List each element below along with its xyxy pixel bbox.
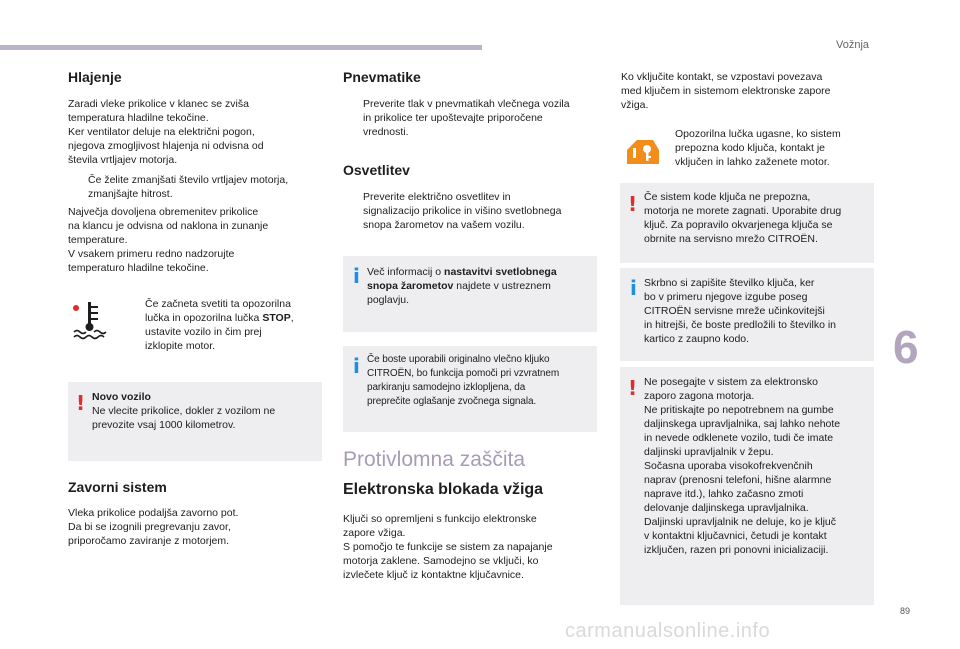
blokada-text: Ključi so opremljeni s funkcijo elektronske zapore vžiga. S pomočjo te funkcije se sistem za napajanje motorja zaklene. Samodejno se vključi, ko izvlečete ključ iz kontaktne ključavnice. xyxy=(343,513,553,581)
intro-text: Ko vključite kontakt, se vzpostavi povezava med ključem in sistemom elektronske zapore vžiga. xyxy=(621,71,831,111)
warning-icon: ! xyxy=(628,192,638,216)
page-number: 89 xyxy=(900,606,911,616)
warning-icon: ! xyxy=(628,376,638,400)
heading-protivlomna-zascita: Protivlomna zaščita xyxy=(343,448,526,471)
key-number-info-box xyxy=(620,268,874,361)
info-icon: i xyxy=(630,276,637,300)
osvetlitev-bullet: Preverite električno osvetlitev in signalizacijo prikolice in višino svetlobnega snopa žarometov na vašem vozilu. xyxy=(363,191,562,231)
immobiliser-warning-text: Ne posegajte v sistem za elektronsko zaporo zagona motorja. Ne pritiskajte po nepotrebnem na gumbe daljinskega upravljalnika, saj lahko nehote in nevede odklenete vozilo, tudi če imate daljinski upravljalnik v žepu. Sočasna uporaba visokofrekvenčnih naprav (prenosni telefoni, hišne alarmne naprave itd.), lahko začasno zmoti delovanje daljinskega upravljalnika. Daljinski upravljalnik ne deluje, ko je ključ v kontaktni ključavnici, četudi je kontakt izključen, razen pri ponovni inicializaciji. xyxy=(644,376,841,556)
heading-pnevmatike: Pnevmatike xyxy=(343,69,421,85)
lamp-text: Opozorilna lučka ugasne, ko sistem prepozna kodo ključa, kontakt je vključen in lahko zaženete motor. xyxy=(675,128,841,168)
immobiliser-key-icon xyxy=(623,136,661,168)
headlamp-info-box xyxy=(343,256,597,332)
towbar-info-text: Če boste uporabili originalno vlečno kljuko CITROËN, bo funkcija pomoči pri vzvratnem parkiranju samodejno izklopljena, da preprečite oglašanje zvočnega signala. xyxy=(367,354,560,407)
info-icon: i xyxy=(353,354,360,378)
header-bar xyxy=(0,45,482,50)
towbar-info-box xyxy=(343,346,597,432)
headlamp-info-text: Več informacij o nastavitvi svetlobnega snopa žarometov najdete v ustreznem poglavju. xyxy=(367,266,557,306)
warning-icon: ! xyxy=(76,391,86,415)
immobiliser-warning-box xyxy=(620,367,874,605)
heading-osvetlitev: Osvetlitev xyxy=(343,162,410,178)
zavorni-text: Vleka prikolice podaljša zavorno pot. Da bi se izognili pregrevanju zavor, priporočamo zaviranje z motorjem. xyxy=(68,507,239,547)
hlajenje-bullet: Če želite zmanjšati število vrtljajev motorja, zmanjšajte hitrost. xyxy=(88,174,289,200)
key-not-recognized-text: Če sistem kode ključa ne prepozna, motorja ne morete zagnati. Uporabite drug ključ. Za popravilo okvarjenega ključa se obrnite na servisno mrežo CITROËN. xyxy=(644,191,842,245)
info-icon: i xyxy=(353,264,360,288)
coolant-warning-bullet: Če začneta svetiti ta opozorilna lučka in opozorilna lučka STOP, ustavite vozilo in čim prej izklopite motor. xyxy=(145,298,294,352)
heading-elektronska-blokada: Elektronska blokada vžiga xyxy=(343,481,544,498)
hlajenje-text: Zaradi vleke prikolice v klanec se zviša temperatura hladilne tekočine. Ker ventilator deluje na električni pogon, njegova zmogljivost hlajenja ni odvisna od števila vrtljajev motorja. xyxy=(68,98,264,166)
heading-hlajenje: Hlajenje xyxy=(68,69,122,85)
hlajenje-text-2: Največja dovoljena obremenitev prikolice na klancu je odvisna od naklona in zunanje temperature. V vsakem primeru redno nadzorujte temperaturo hladilne tekočine. xyxy=(68,206,269,274)
key-not-recognized-warning-box xyxy=(620,183,874,263)
chapter-number: 6 xyxy=(893,321,919,373)
new-vehicle-warning-text: Novo vozilo Ne vlecite prikolice, dokler z vozilom ne prevozite vsaj 1000 kilometrov. xyxy=(92,391,276,431)
key-number-info-text: Skrbno si zapišite številko ključa, ker bo v primeru njegove izgube poseg CITROËN servisne mreže učinkovitejši in hitrejši, če boste predložili to številko in kartico z zaupno kodo. xyxy=(644,277,837,345)
pnevmatike-bullet: Preverite tlak v pnevmatikah vlečnega vozila in prikolice ter upoštevajte priporočene vrednosti. xyxy=(363,98,570,138)
new-vehicle-warning-box xyxy=(68,382,322,461)
section-name: Vožnja xyxy=(836,39,870,51)
heading-zavorni-sistem: Zavorni sistem xyxy=(68,479,167,495)
coolant-temperature-icon xyxy=(72,298,110,342)
watermark: carmanualsonline.info xyxy=(565,620,771,642)
